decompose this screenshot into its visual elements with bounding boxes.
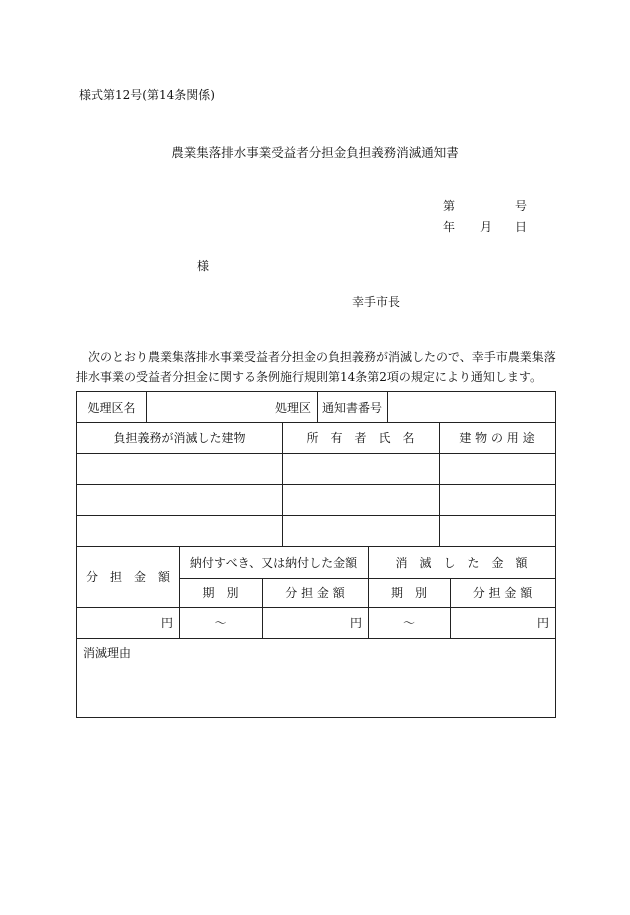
amount-label: 分 担 金 額: [85, 570, 170, 584]
building-column-header: 負担義務が消滅した建物: [113, 431, 246, 445]
paid-period-wave: ～: [214, 616, 227, 630]
extinguished-period-wave: ～: [402, 616, 415, 630]
district-suffix: 処理区: [274, 400, 311, 415]
notice-body-text: [76, 347, 562, 387]
owner-cell[interactable]: [282, 484, 439, 515]
extinguished-amount-yen: 円: [536, 616, 549, 630]
usage-column-header: 建 物 の 用 途: [459, 431, 535, 445]
extinguished-share-amount-label: 分 担 金 額: [472, 586, 533, 600]
date-day: 日: [515, 220, 528, 234]
building-cell[interactable]: [77, 515, 282, 546]
reason-label: 消滅理由: [83, 646, 132, 660]
recipient-suffix: 様: [197, 259, 210, 273]
date-month: 月: [480, 220, 493, 234]
number-suffix: 号: [515, 199, 528, 213]
paid-period-label: 期 別: [202, 586, 239, 600]
owner-column-header: 所 有 者 氏 名: [306, 431, 415, 445]
owner-cell[interactable]: [282, 453, 439, 484]
total-amount-yen: 円: [160, 616, 173, 630]
document-title: 農業集落排水事業受益者分担金負担義務消滅通知書: [171, 145, 459, 160]
notice-number-label: 通知書番号: [321, 400, 382, 415]
notice-table: [76, 391, 556, 718]
district-label: 処理区名: [87, 400, 136, 415]
paid-amount-yen: 円: [349, 616, 362, 630]
form-number: 様式第12号(第14条関係): [79, 88, 215, 102]
issuer-title: 幸手市長: [352, 295, 401, 309]
building-cell[interactable]: [77, 453, 282, 484]
paid-amount-header: 納付すべき、又は納付した金額: [189, 555, 358, 570]
usage-cell[interactable]: [439, 453, 555, 484]
extinguished-period-label: 期 別: [390, 586, 427, 600]
notice-body-content: 次のとおり農業集落排水事業受益者分担金の負担義務が消滅したので、幸手市農業集落排水事業の受益者分担金に関する条例施行規則第14条第2項の規定により通知します。: [76, 350, 556, 384]
date-year: 年: [443, 220, 456, 234]
paid-share-amount-label: 分 担 金 額: [285, 586, 345, 600]
usage-cell[interactable]: [439, 484, 555, 515]
building-cell[interactable]: [77, 484, 282, 515]
owner-cell[interactable]: [282, 515, 439, 546]
extinguished-amount-header: 消 滅 し た 金 額: [395, 555, 528, 570]
notice-number-field[interactable]: [387, 392, 555, 422]
usage-cell[interactable]: [439, 515, 555, 546]
number-prefix: 第: [443, 199, 456, 213]
